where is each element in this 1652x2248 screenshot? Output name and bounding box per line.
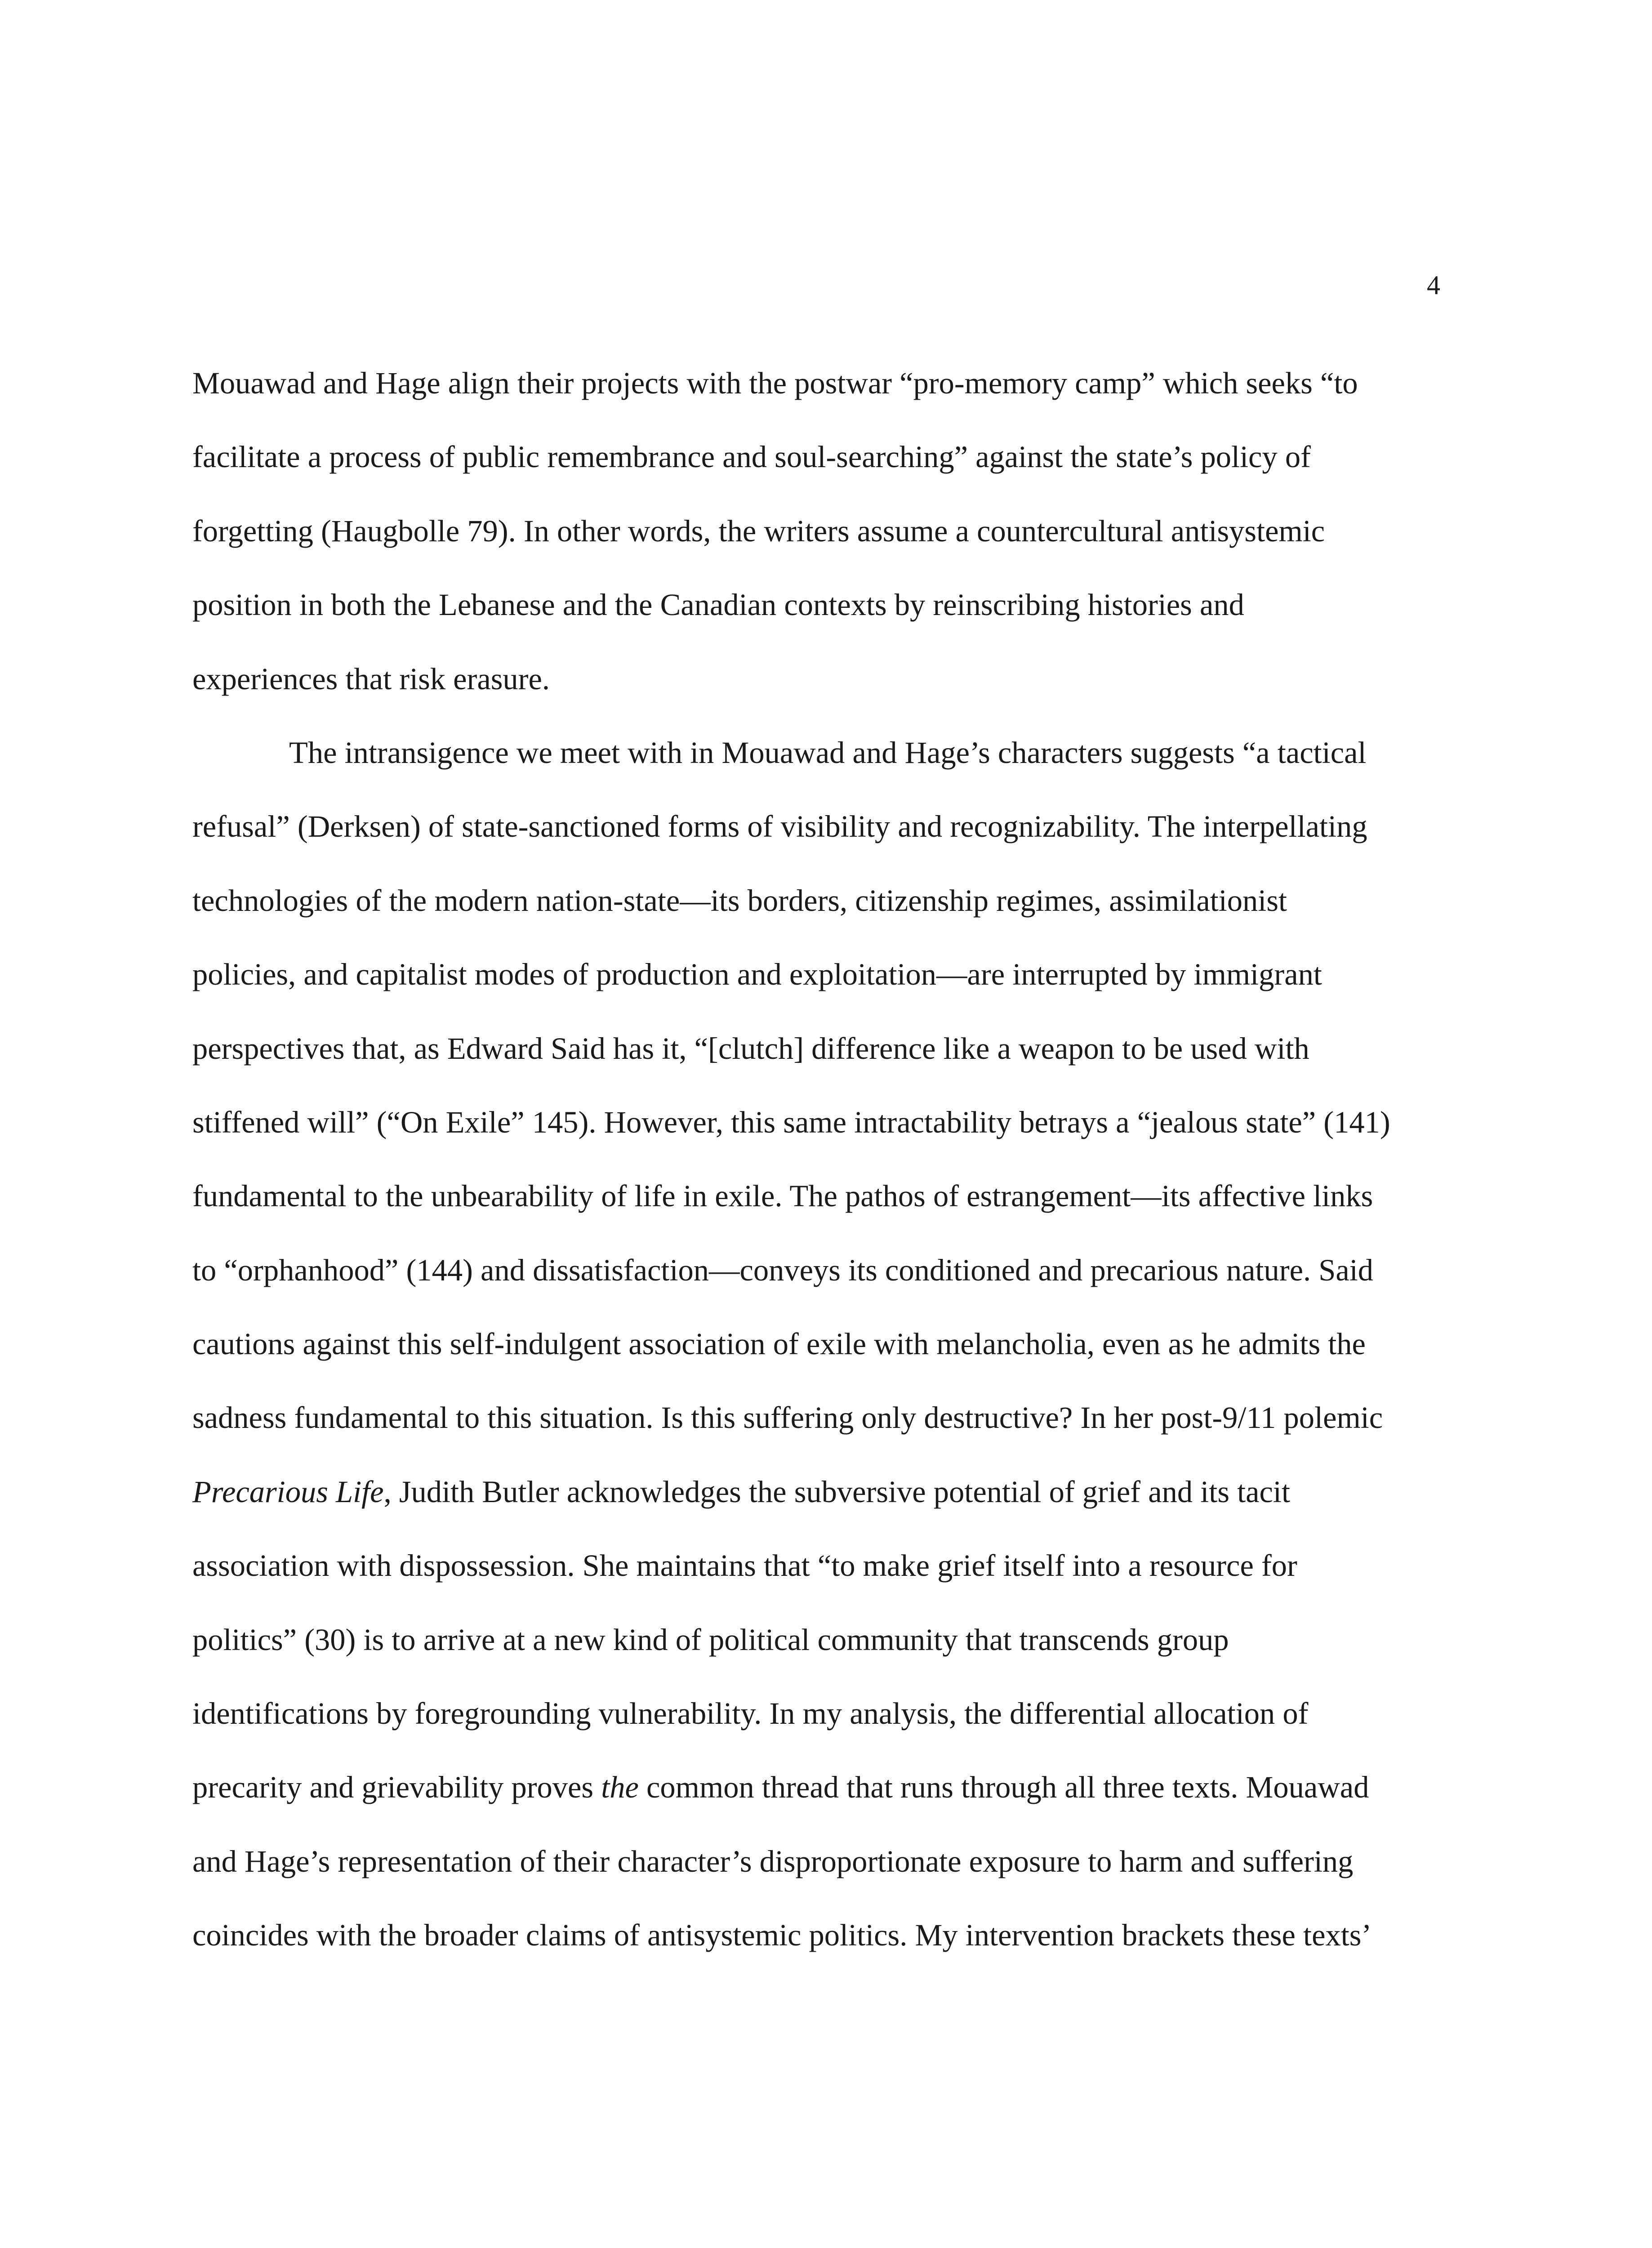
text-line	[192, 1769, 1465, 1843]
text-line: Mouawad and Hage align their projects with the postwar “pro-memory camp” which seeks “to	[192, 366, 1358, 400]
text-line: policies, and capitalist modes of production and exploitation—are interrupted by immigrant	[192, 957, 1322, 992]
text-line: association with dispossession. She maintains that “to make grief itself into a resource for	[192, 1548, 1297, 1583]
text-line: to “orphanhood” (144) and dissatisfaction—conveys its conditioned and precarious nature. Said	[192, 1253, 1374, 1287]
text-segment: precarity and grievability proves	[192, 1770, 601, 1805]
text-line: fundamental to the unbearability of life in exile. The pathos of estrangement—its affective links	[192, 1179, 1373, 1213]
text-line: sadness fundamental to this situation. Is this suffering only destructive? In her post-9/11 polemic	[192, 1401, 1383, 1435]
body-text	[192, 365, 1465, 1991]
text-line: politics” (30) is to arrive at a new kind of political community that transcends group	[192, 1622, 1229, 1657]
book-title: Precarious Life	[192, 1474, 384, 1509]
emphasized-word: the	[601, 1770, 639, 1805]
text-line: position in both the Lebanese and the Canadian contexts by reinscribing histories and	[192, 588, 1244, 622]
text-line: perspectives that, as Edward Said has it, “[clutch] difference like a weapon to be used with	[192, 1031, 1309, 1066]
text-line: facilitate a process of public remembrance and soul-searching” against the state’s policy of	[192, 440, 1311, 474]
text-line: coincides with the broader claims of antisystemic politics. My intervention brackets these texts’	[192, 1918, 1372, 1953]
text-line: cautions against this self-indulgent association of exile with melancholia, even as he admits the	[192, 1327, 1366, 1361]
text-line: and Hage’s representation of their character’s disproportionate exposure to harm and suffering	[192, 1844, 1354, 1878]
text-line: refusal” (Derksen) of state-sanctioned forms of visibility and recognizability. The interpellating	[192, 809, 1367, 844]
page-number: 4	[1427, 270, 1440, 300]
text-line: experiences that risk erasure.	[192, 661, 550, 696]
text-line: technologies of the modern nation-state—its borders, citizenship regimes, assimilationist	[192, 883, 1287, 918]
text-segment: , Judith Butler acknowledges the subversive potential of grief and its tacit	[383, 1474, 1290, 1509]
text-line: forgetting (Haugbolle 79). In other words, the writers assume a countercultural antisystemic	[192, 513, 1325, 548]
text-segment: common thread that runs through all three texts. Mouawad	[638, 1770, 1369, 1805]
text-line: stiffened will” (“On Exile” 145). However, this same intractability betrays a “jealous state” (141)	[192, 1105, 1390, 1139]
text-line	[192, 1474, 1465, 1548]
text-line: The intransigence we meet with in Mouawad and Hage’s characters suggests “a tactical	[289, 735, 1367, 770]
text-line: identifications by foregrounding vulnerability. In my analysis, the differential allocation of	[192, 1696, 1309, 1731]
